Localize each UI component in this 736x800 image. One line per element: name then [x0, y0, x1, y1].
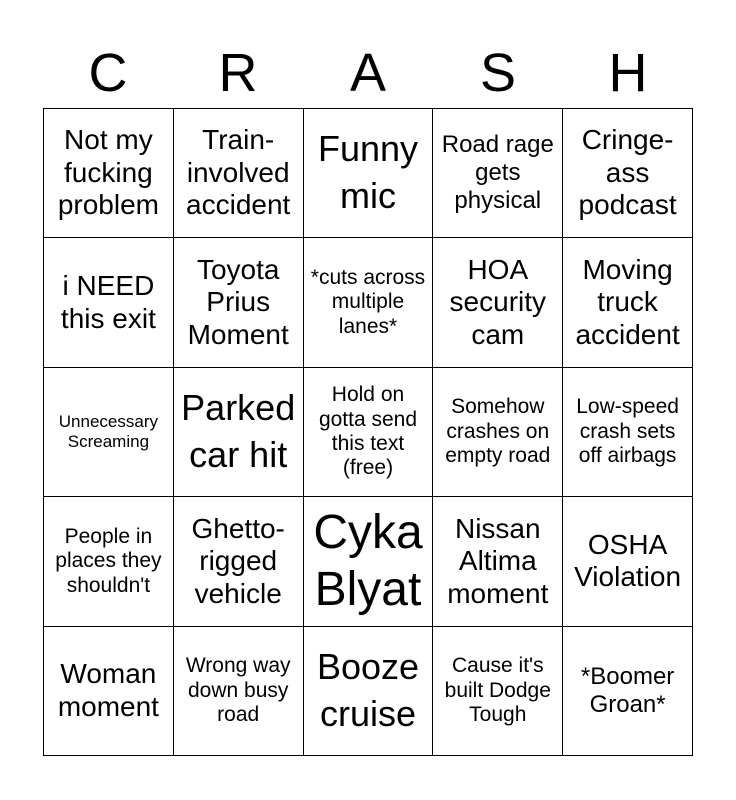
bingo-cell[interactable]: Train-involved accident [174, 109, 304, 238]
bingo-cell[interactable]: Moving truck accident [563, 238, 693, 367]
header-letter-a: A [349, 43, 387, 103]
bingo-cell[interactable]: Parked car hit [174, 368, 304, 497]
bingo-cell[interactable]: i NEED this exit [44, 238, 174, 367]
bingo-cell[interactable]: Somehow crashes on empty road [433, 368, 563, 497]
bingo-cell[interactable]: Cringe-ass podcast [563, 109, 693, 238]
header-letter-s: S [479, 43, 517, 103]
bingo-cell[interactable]: *cuts across multiple lanes* [304, 238, 434, 367]
bingo-cell[interactable]: Wrong way down busy road [174, 627, 304, 756]
bingo-cell[interactable]: Not my fucking problem [44, 109, 174, 238]
header-letter-r: R [218, 43, 258, 103]
bingo-cell[interactable]: Cyka Blyat [304, 497, 434, 626]
bingo-cell[interactable]: Toyota Prius Moment [174, 238, 304, 367]
bingo-cell[interactable]: Cause it's built Dodge Tough [433, 627, 563, 756]
bingo-cell[interactable]: Funny mic [304, 109, 434, 238]
header-letter-c: C [88, 43, 128, 103]
bingo-cell[interactable]: Road rage gets physical [433, 109, 563, 238]
bingo-cell[interactable]: People in places they shouldn't [44, 497, 174, 626]
bingo-cell[interactable]: Ghetto-rigged vehicle [174, 497, 304, 626]
bingo-cell[interactable]: Booze cruise [304, 627, 434, 756]
bingo-cell[interactable]: Hold on gotta send this text (free) [304, 368, 434, 497]
bingo-cell[interactable]: HOA security cam [433, 238, 563, 367]
bingo-cell[interactable]: Low-speed crash sets off airbags [563, 368, 693, 497]
bingo-cell[interactable]: Nissan Altima moment [433, 497, 563, 626]
bingo-cell[interactable]: *Boomer Groan* [563, 627, 693, 756]
bingo-header [43, 38, 693, 108]
bingo-grid [43, 108, 693, 756]
bingo-cell[interactable]: OSHA Violation [563, 497, 693, 626]
header-letter-h: H [608, 43, 648, 103]
bingo-cell[interactable]: Woman moment [44, 627, 174, 756]
bingo-cell[interactable]: Unnecessary Screaming [44, 368, 174, 497]
